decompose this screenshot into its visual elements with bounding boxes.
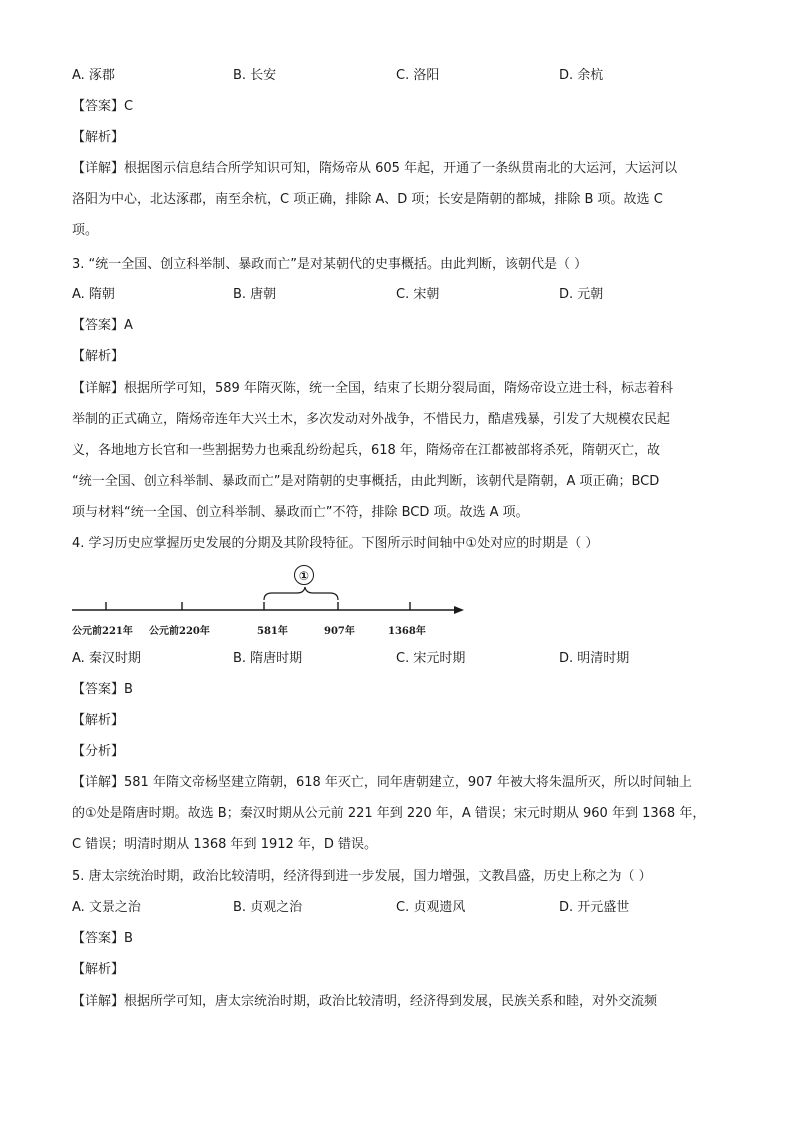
timeline-label-2: 公元前220年 xyxy=(149,626,210,637)
q2-option-a: A. 涿郡 xyxy=(72,68,115,83)
q4-option-d: D. 明清时期 xyxy=(559,651,630,666)
q5-analysis-label: 【解析】 xyxy=(72,962,125,977)
q3-option-d: D. 元朝 xyxy=(559,287,604,302)
q5-answer: 【答案】B xyxy=(72,931,133,946)
q3-answer: 【答案】A xyxy=(72,318,133,333)
q4-option-c: C. 宋元时期 xyxy=(396,651,466,666)
q3-detail-line-1: 【详解】根据所学可知，589 年隋灭陈，统一全国，结束了长期分裂局面，隋炀帝设立进士科，标志着科 xyxy=(72,381,673,396)
q3-detail-line-2: 举制的正式确立，隋炀帝连年大兴土木，多次发动对外战争，不惜民力，酷虐残暴，引发了大规模农民起 xyxy=(72,412,671,427)
q3-analysis-label: 【解析】 xyxy=(72,349,125,364)
q2-analysis-label: 【解析】 xyxy=(72,130,125,145)
q3-option-b: B. 唐朝 xyxy=(233,287,277,302)
timeline-label-1: 公元前221年 xyxy=(72,626,133,637)
q3-option-c: C. 宋朝 xyxy=(396,287,440,302)
q2-option-c: C. 洛阳 xyxy=(396,68,440,83)
q2-answer: 【答案】C xyxy=(72,99,134,114)
q3-detail-line-3: 义，各地地方长官和一些割据势力也乘乱纷纷起兵，618 年，隋炀帝在江都被部将杀死，隋朝灭亡，故 xyxy=(72,443,660,458)
timeline-label-4: 907年 xyxy=(324,626,355,637)
q5-option-d: D. 开元盛世 xyxy=(559,900,630,915)
q5-option-a: A. 文景之治 xyxy=(72,900,141,915)
q4-stem: 4. 学习历史应掌握历史发展的分期及其阶段特征。下图所示时间轴中①处对应的时期是（ ） xyxy=(72,536,599,551)
q3-stem: 3. “统一全国、创立科举制、暴政而亡”是对某朝代的史事概括。由此判断，该朝代是（ ） xyxy=(72,257,588,272)
q4-answer: 【答案】B xyxy=(72,682,133,697)
q2-detail-line-1: 【详解】根据图示信息结合所学知识可知，隋炀帝从 605 年起，开通了一条纵贯南北的大运河，大运河以 xyxy=(72,161,678,176)
q2-detail-line-2: 洛阳为中心，北达涿郡，南至余杭，C 项正确，排除 A、D 项；长安是隋朝的都城，排除 B 项。故选 C xyxy=(72,192,663,207)
q5-detail-line-1: 【详解】根据所学可知，唐太宗统治时期，政治比较清明，经济得到发展，民族关系和睦，对外交流频 xyxy=(72,994,658,1009)
q4-detail-line-3: C 错误；明清时期从 1368 年到 1912 年，D 错误。 xyxy=(72,837,378,852)
q3-option-a: A. 隋朝 xyxy=(72,287,115,302)
q4-detail-line-2: 的①处是隋唐时期。故选 B；秦汉时期从公元前 221 年到 220 年，A 错误；宋元时期从 960 年到 1368 年， xyxy=(72,806,706,821)
timeline-arrow xyxy=(454,606,464,614)
timeline-label-3: 581年 xyxy=(257,626,288,637)
q2-detail-line-3: 项。 xyxy=(72,223,99,238)
q4-analysis-label: 【解析】 xyxy=(72,713,125,728)
q4-option-b: B. 隋唐时期 xyxy=(233,651,303,666)
q5-stem: 5. 唐太宗统治时期，政治比较清明，经济得到进一步发展，国力增强，文教昌盛，历史上称之为（ ） xyxy=(72,869,652,884)
q5-option-b: B. 贞观之治 xyxy=(233,900,303,915)
q2-option-b: B. 长安 xyxy=(233,68,277,83)
q4-option-a: A. 秦汉时期 xyxy=(72,651,141,666)
timeline-marker-circle: ① xyxy=(294,565,314,585)
q4-fenxi-label: 【分析】 xyxy=(72,744,125,759)
q3-detail-line-5: 项与材料“统一全国、创立科举制、暴政而亡”不符，排除 BCD 项。故选 A 项。 xyxy=(72,505,529,520)
q4-detail-line-1: 【详解】581 年隋文帝杨坚建立隋朝，618 年灭亡，同年唐朝建立，907 年被大将朱温所灭，所以时间轴上 xyxy=(72,775,692,790)
timeline-brace xyxy=(264,587,338,600)
q5-option-c: C. 贞观遗风 xyxy=(396,900,466,915)
q2-option-d: D. 余杭 xyxy=(559,68,604,83)
q3-detail-line-4: “统一全国、创立科举制、暴政而亡”是对隋朝的史事概括，由此判断，该朝代是隋朝，A 项正确；BCD xyxy=(72,474,660,489)
timeline-label-5: 1368年 xyxy=(388,626,426,637)
